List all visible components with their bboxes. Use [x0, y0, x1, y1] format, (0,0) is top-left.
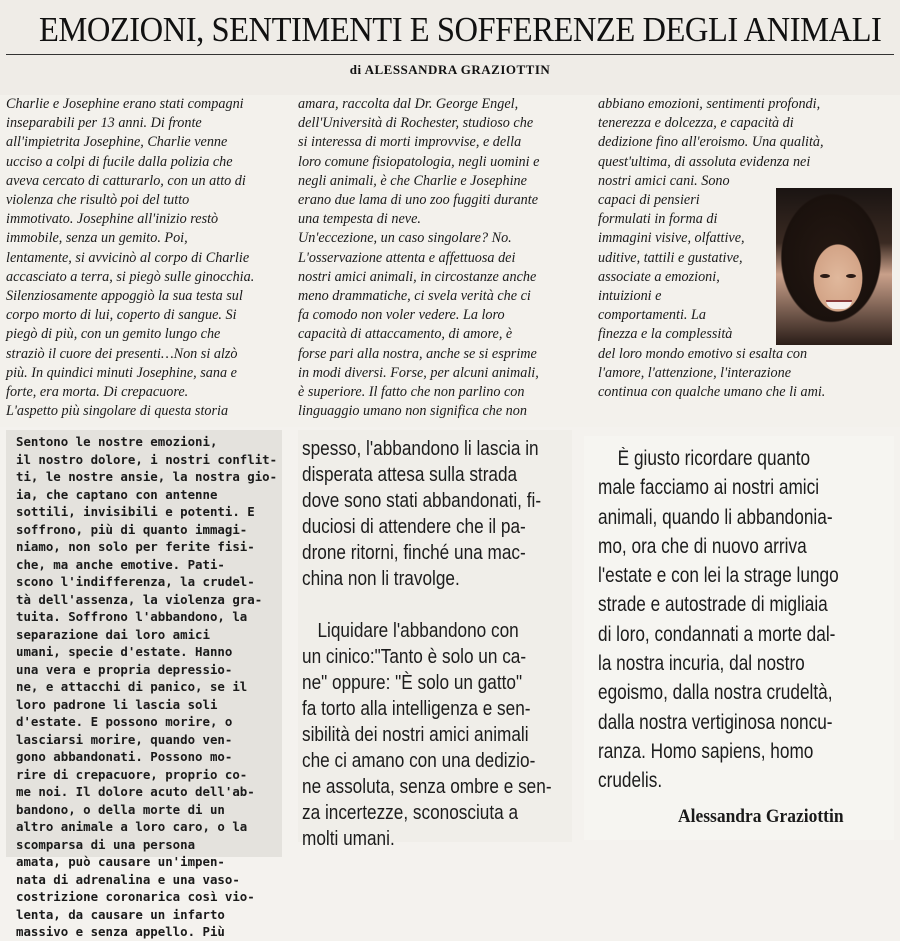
- author-portrait-photo: [776, 188, 892, 345]
- clipping-middle-line: [302, 592, 531, 618]
- clipping-left-line: costrizione coronarica così vio-: [16, 889, 255, 904]
- column-2-line: si interessa di morti improvvise, e della: [298, 134, 522, 151]
- column-1-line: forte, era morta. Di crepacuore.: [6, 384, 189, 401]
- column-3-line: nostri amici cani. Sono: [598, 172, 730, 189]
- author-signature: Alessandra Graziottin: [678, 806, 844, 827]
- column-3-line: continua con qualche umano che li ami.: [598, 384, 826, 401]
- column-1-line: L'aspetto più singolare di questa storia: [6, 403, 229, 420]
- column-2-line: dell'Università di Rochester, studioso che: [298, 115, 534, 132]
- clipping-middle-line: fa torto alla intelligenza e sen-: [302, 698, 531, 720]
- clipping-middle-line: un cinico:"Tanto è solo un ca-: [302, 646, 527, 668]
- column-1-line: all'impietrita Josephine, Charlie venne: [6, 134, 228, 151]
- clipping-middle-line: disperata attesa sulla strada: [302, 464, 518, 486]
- clipping-left-line: che, ma anche emotive. Pati-: [16, 556, 225, 572]
- clipping-left-text: [16, 433, 278, 941]
- clipping-middle-text: [302, 436, 568, 852]
- clipping-left-line: tuita. Soffrono l'abbandono, la: [16, 609, 248, 624]
- clipping-middle-line: drone ritorni, finché una mac-: [302, 542, 526, 564]
- article-byline: di ALESSANDRA GRAZIOTTIN: [349, 62, 551, 77]
- column-2-line: linguaggio umano non significa che non: [298, 403, 527, 420]
- column-1-line: inseparabili per 13 anni. Di fronte: [6, 115, 202, 132]
- column-3-line: l'amore, l'attenzione, l'interazione: [598, 364, 791, 381]
- clipping-left-line: scomparsa di una persona: [16, 836, 196, 852]
- column-1-line: straziò il cuore dei presenti…Non si alzò: [6, 345, 238, 362]
- column-3-wrap-line: uditive, tattili e gustative,: [598, 249, 743, 266]
- portrait-eye-right: [846, 274, 856, 278]
- clipping-right-line: strade e autostrade di migliaia: [598, 593, 828, 617]
- clipping-right-text: [598, 444, 894, 796]
- clipping-left-line: separazione dai loro amici: [16, 626, 210, 642]
- column-1-line: Silenziosamente appoggiò la sua testa sul: [6, 288, 243, 305]
- clipping-middle-line: Liquidare l'abbandono con: [317, 620, 519, 642]
- column-3-line: finezza e la complessità: [598, 326, 733, 343]
- clipping-left-line: soffrono, più di quanto immagi-: [16, 521, 248, 537]
- article-headline: EMOZIONI, SENTIMENTI E SOFFERENZE DEGLI ANIMALI: [38, 10, 882, 49]
- clipping-left-line: gono abbandonati. Possono mo-: [16, 749, 233, 764]
- clipping-left-line: il nostro dolore, i nostri conflit-: [16, 451, 278, 467]
- column-3-line: dedizione fino all'eroismo. Una qualità,: [598, 134, 824, 151]
- clipping-right-line: ranza. Homo sapiens, homo: [598, 739, 814, 763]
- clipping-left-line: Sentono le nostre emozioni,: [16, 434, 218, 449]
- column-3-line: quest'ultima, di assoluta evidenza nei: [598, 153, 811, 170]
- column-1-line: piegò di più, con un gemito lungo che: [6, 326, 221, 343]
- clipping-left-line: ti, le nostre ansie, la nostra gio-: [16, 469, 278, 484]
- clipping-left-line: niamo, non solo per ferite fisi-: [16, 539, 255, 554]
- clipping-middle-line: sibilità dei nostri amici animali: [302, 724, 529, 746]
- column-1-line: ucciso a colpi di fucile dalla polizia che: [6, 153, 233, 170]
- clipping-left-line: umani, specie d'estate. Hanno: [16, 644, 233, 659]
- clipping-left-line: lasciarsi morire, quando ven-: [16, 731, 233, 747]
- clipping-left-line: loro padrone li lascia soli: [16, 696, 218, 712]
- clipping-middle-line: duciosi di attendere che il pa-: [302, 516, 526, 538]
- clipping-right: [584, 436, 894, 840]
- clipping-left-line: scono l'indifferenza, la crudel-: [16, 574, 255, 589]
- clipping-left-line: altro animale a loro caro, o la: [16, 819, 248, 834]
- clipping-middle: [298, 430, 572, 850]
- clipping-middle-line: spesso, l'abbandono li lascia in: [302, 438, 539, 460]
- clipping-left-line: me noi. Il dolore acuto dell'ab-: [16, 784, 255, 799]
- clipping-left-line: massivo e senza appello. Più: [16, 924, 225, 939]
- clipping-left-line: sottili, invisibili e potenti. E: [16, 504, 255, 519]
- column-2-line: è superiore. Il fatto che non parlino con: [298, 384, 525, 401]
- clipping-right-line: di loro, condannati a morte dal-: [598, 622, 836, 646]
- clipping-right-line: dalla nostra vertiginosa noncu-: [598, 710, 833, 734]
- column-3-wrap-line: comportamenti. La: [598, 307, 706, 324]
- column-2-line: L'osservazione attenta e affettuosa dei: [298, 249, 516, 266]
- clipping-middle-line: ne assoluta, senza ombre e sen-: [302, 776, 552, 798]
- column-3-wrap-line: capaci di pensieri: [598, 192, 700, 209]
- clipping-right-line: mo, ora che di nuovo arriva: [598, 534, 807, 558]
- column-3-line: abbiano emozioni, sentimenti profondi,: [598, 96, 821, 112]
- article-column-2: [298, 95, 590, 421]
- column-2-line: Un'eccezione, un caso singolare? No.: [298, 230, 512, 247]
- clipping-left-line: ia, che captano con antenne: [16, 486, 218, 502]
- column-2-line: in modi diversi. Forse, per alcuni animali,: [298, 364, 539, 381]
- clipping-middle-line: che ci amano con una dedizio-: [302, 750, 536, 772]
- clipping-left-line: nata di adrenalina e una vaso-: [16, 871, 240, 887]
- column-2-line: erano due lama di uno zoo fuggiti durante: [298, 192, 538, 209]
- clipping-left-line: tà dell'assenza, la violenza gra-: [16, 591, 263, 607]
- column-3-wrap-line: formulati in forma di: [598, 211, 718, 228]
- clipping-left-line: bandono, o della morte di un: [16, 801, 225, 817]
- column-2-line: forse pari alla nostra, anche se si esprime: [298, 345, 537, 362]
- clipping-left-line: una vera e propria depressio-: [16, 661, 233, 677]
- column-2-line: loro comune fisiopatologia, negli uomini e: [298, 153, 540, 170]
- clipping-right-line: crudelis.: [598, 769, 663, 793]
- column-2-line: capacità di attaccamento, di amore, è: [298, 326, 513, 343]
- column-1-line: aveva cercato di catturarlo, con un atto di: [6, 172, 246, 189]
- column-2-line: meno drammatiche, ci svela verità che ci: [298, 288, 531, 305]
- column-3-wrap-line: associate a emozioni,: [598, 268, 720, 285]
- clipping-middle-line: ne" oppure: "È solo un gatto": [302, 672, 523, 694]
- column-3-line: del loro mondo emotivo si esalta con: [598, 345, 808, 362]
- clipping-left-line: ne, e attacchi di panico, se il: [16, 679, 248, 694]
- clipping-left-line: lenta, da causare un infarto: [16, 906, 225, 922]
- column-2-line: fa comodo non voler vedere. La loro: [298, 307, 505, 324]
- headline-rule: [6, 54, 894, 55]
- column-2-line: una tempesta di neve.: [298, 211, 421, 228]
- clipping-right-line: la nostra incuria, dal nostro: [598, 652, 805, 676]
- column-1-line: immotivato. Josephine all'inizio restò: [6, 211, 219, 228]
- column-1-line: violenza che risultò poi del tutto: [6, 192, 190, 209]
- column-1-line: corpo morto di lui, coperto di sangue. Si: [6, 307, 237, 324]
- clipping-right-line: animali, quando li abbandonia-: [598, 505, 833, 529]
- clipping-left: [6, 430, 282, 939]
- column-3-wrap-line: immagini visive, olfattive,: [598, 230, 745, 247]
- clipping-left-line: d'estate. E possono morire, o: [16, 714, 233, 729]
- column-2-line: amara, raccolta dal Dr. George Engel,: [298, 96, 519, 112]
- column-1-line: Charlie e Josephine erano stati compagni: [6, 96, 244, 112]
- clipping-middle-line: dove sono stati abbandonati, fi-: [302, 490, 542, 512]
- clipping-middle-line: china non li travolge.: [302, 568, 460, 590]
- article-column-1: [6, 95, 291, 421]
- clipping-right-line: egoismo, dalla nostra crudeltà,: [598, 681, 833, 705]
- column-2-line: negli animali, è che Charlie e Josephine: [298, 172, 527, 189]
- clipping-right-line: male facciamo ai nostri amici: [598, 476, 820, 500]
- clipping-left-line: rire di crepacuore, proprio co-: [16, 766, 248, 782]
- column-1-line: immobile, senza un gemito. Poi,: [6, 230, 188, 247]
- clipping-middle-line: molti umani.: [302, 828, 395, 850]
- portrait-hair: [776, 188, 892, 345]
- clipping-left-line: amata, può causare un'impen-: [16, 854, 225, 869]
- clipping-right-line: l'estate e con lei la strage lungo: [598, 564, 839, 588]
- column-3-line: tenerezza e dolcezza, e capacità di: [598, 115, 794, 132]
- clipping-middle-line: za incertezze, sconosciuta a: [302, 802, 519, 824]
- article-header: [0, 0, 900, 95]
- column-1-line: più. In quindici minuti Josephine, sana e: [6, 364, 237, 381]
- column-1-line: accasciato a terra, si piegò sulle ginocchia.: [6, 268, 255, 285]
- column-2-line: nostri amici animali, in circostanze anche: [298, 268, 537, 285]
- portrait-eye-left: [820, 274, 830, 278]
- column-3-wrap-line: intuizioni e: [598, 288, 662, 305]
- column-1-line: lentamente, si avvicinò al corpo di Charlie: [6, 249, 250, 266]
- clipping-right-line: È giusto ricordare quanto: [617, 447, 811, 470]
